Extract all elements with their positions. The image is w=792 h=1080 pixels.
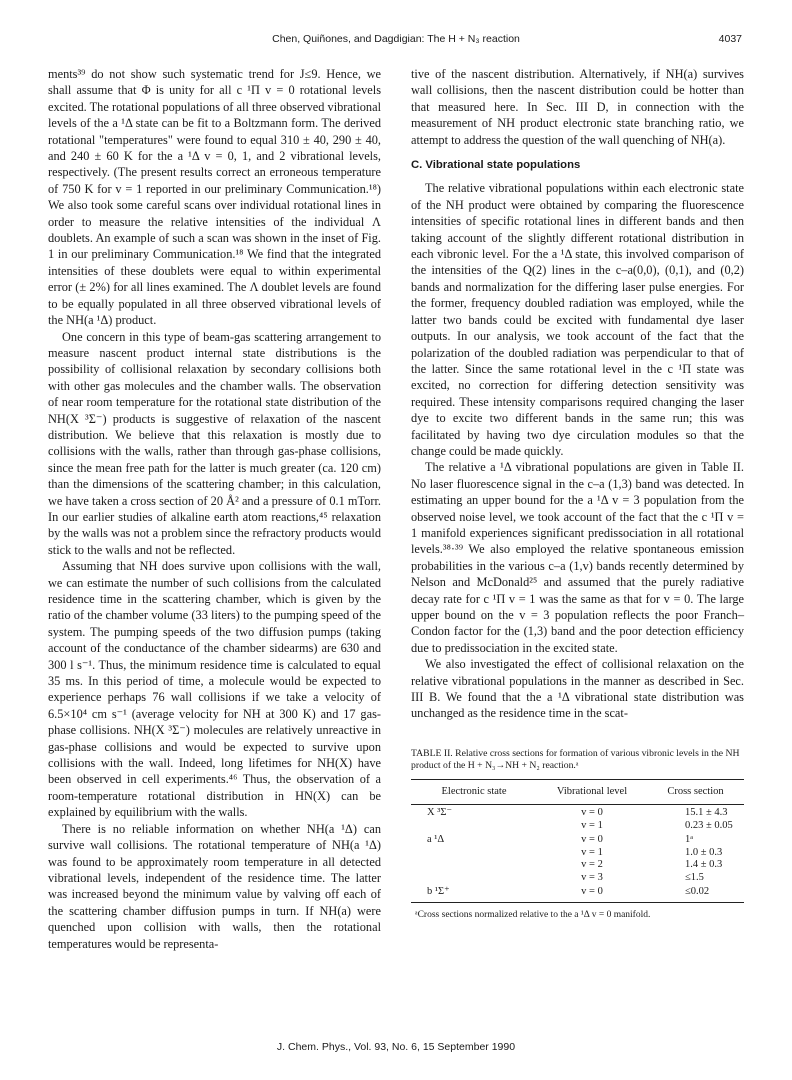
- table-row: [411, 872, 744, 885]
- table-cell: v = 0: [537, 884, 647, 902]
- table-cell: 15.1 ± 4.3: [685, 807, 728, 819]
- table-cell: [411, 820, 537, 833]
- table-cell: 1.0 ± 0.3: [685, 846, 723, 858]
- table-label: TABLE II.: [411, 747, 453, 759]
- page-number: 4037: [718, 33, 742, 45]
- table-cell: v = 3: [581, 871, 603, 883]
- running-header: [50, 33, 742, 49]
- table-cell: v = 0: [581, 807, 603, 819]
- table-cell: X ³Σ⁻: [427, 807, 453, 819]
- section-heading: C. Vibrational state populations: [411, 159, 581, 172]
- table-cell: ≤0.02: [647, 884, 744, 902]
- table-caption: [411, 748, 744, 772]
- table-row: [411, 884, 744, 902]
- table-header: Vibrational level: [537, 779, 647, 804]
- journal-footer: J. Chem. Phys., Vol. 93, No. 6, 15 September 1990: [276, 1041, 516, 1053]
- table-cell: v = 1: [581, 819, 603, 831]
- table-header: Cross section: [647, 779, 744, 804]
- table-row: [411, 832, 744, 847]
- table-cell: v = 1: [581, 846, 603, 858]
- table-cell: v = 2: [581, 859, 603, 871]
- cross-section-table: [411, 779, 744, 903]
- right-column: [411, 66, 744, 923]
- paragraph: The relative a ¹Δ vibrational populations are given in Table II. No laser fluorescence signal in the c–a (1,3) band was detected. In estimating an upper bound for the a ¹Δ v = 3 population from the observed noise level, we took account of the fact that the c ¹Π v = 1 manifold experiences significant predissociation in all rotational levels.³⁸·³⁹ We also employed the relative spontaneous emission probabilities in the various c–a (1,v) bands recently determined by Nelson and McDonald²⁵ and assumed that the purely radiative decay rate for c ¹Π v = 1 was the same as that for v = 0. The large upper bound on the v = 3 population reflects the poor Franch–Condon factor for the (1,3) band and the poor detection efficiency due to predissociation in the excited state.: [411, 460, 744, 655]
- table-cell: a ¹Δ: [427, 834, 445, 846]
- table-cell: [411, 872, 537, 885]
- table-cell: [411, 847, 537, 860]
- table-row: [411, 820, 744, 833]
- table-cell: ≤1.5: [685, 871, 704, 883]
- paragraph: tive of the nascent distribution. Alternatively, if NH(a) survives wall collisions, then the nascent distribution could be hotter than that measured here. In Sec. III D, in connection with the measurement of NH product electronic state branching ratio, we attempt to address the question of the wall quenching of NH(a).: [411, 67, 744, 147]
- table-row: [411, 847, 744, 860]
- paragraph: The relative vibrational populations within each electronic state of the NH product were obtained by comparing the fluorescence intensities of specific rotational lines in different bands and then taking account of the slightly different rotational distribution in each vibronic level. For the a ¹Δ state, this involved comparison of the intensities of the Q(2) lines in the c–a(0,0), (0,1), and (0,2) bands and normalization for the differing laser pulse energies. For the former, frequency doubled radiation was employed, while the latter two bands could be excited with fundamental dye laser outputs. In our analysis, we took account of the fact that the polarization of the doubled radiation was perpendicular to that of the latter. Since the same rotational level in the c ¹Π state was excited, no correction for differing detection sensitivity was required. These intensity comparisons required changing the laser dye to excite two different bands in the same run; this was facilitated by having two dye circulation modules so that the change could be made quickly.: [411, 181, 744, 458]
- left-column: [48, 66, 381, 952]
- paragraph: One concern in this type of beam-gas scattering arrangement to measure nascent product internal state distributions is the possibility of collisional relaxation by secondary collisions both with other gas molecules and the chamber walls. The observation of near room temperature for the rotational state distribution of the NH(X ³Σ⁻) products is suggestive of relaxation of the nascent distribution. We believe that this relaxation is mostly due to collisions with the walls, rather than through gas-phase collisions, since the mean free path for the latter is much greater (ca. 120 cm) than the dimensions of the scattering chamber; in this calculation, we have taken a cross section of 20 Å² and a pressure of 0.1 mTorr. In our earlier studies of alkaline earth atom reactions,⁴⁵ relaxation by the walls was not a problem since the refractory products would stick to the walls and not be reflected.: [48, 329, 381, 557]
- paragraph: ments³⁹ do not show such systematic trend for J≤9. Hence, we shall assume that Φ is unity for all c ¹Π v = 0 rotational levels excited. The rotational populations of all three observed vibrational levels of the a ¹Δ state can be fit to a Boltzmann form. The derived rotational "temperatures" were found to equal 310 ± 40, 290 ± 40, and 240 ± 60 K for the a ¹Δ v = 0, 1, and 2 vibrational levels, respectively. (The present results correct an erroneous temperature of 750 K for v = 1 reported in our preliminary Communication.¹⁸) We also took some careful scans over individual rotational lines in order to measure the relative intensities of the individual Λ doublets. An example of such a scan was shown in the inset of Fig. 1 in our preliminary Communication.¹⁸ We find that the integrated intensities of these doublets were equal to within experimental error (± 2%) for all lines examined. The Λ doublet levels are found to be equally populated in all three observed vibrational levels of the NH(a ¹Δ) product.: [48, 67, 381, 328]
- table-row: [411, 805, 744, 820]
- table-cell: v = 0: [581, 834, 603, 846]
- table-footnote: ᵃCross sections normalized relative to the a ¹Δ v = 0 manifold.: [415, 909, 651, 920]
- table-cell: 1.4 ± 0.3: [685, 859, 723, 871]
- table-row: [411, 859, 744, 872]
- table-cell: b ¹Σ⁺: [411, 884, 537, 902]
- paragraph: We also investigated the effect of collisional relaxation on the relative vibrational populations in the manner as described in Sec. III B. We found that the a ¹Δ vibrational state distribution was unchanged as the residence time in the scat-: [411, 657, 744, 721]
- table-cell: 0.23 ± 0.05: [685, 819, 733, 831]
- table-caption-text: Relative cross sections for formation of various vibronic levels in the NH product of the H + N₃→NH + N₂ reaction.ᵃ: [411, 747, 740, 771]
- table-cell: 1ᵃ: [685, 834, 694, 846]
- table-cell: [411, 859, 537, 872]
- paragraph: There is no reliable information on whether NH(a ¹Δ) can survive wall collisions. The rotational temperature of NH(a ¹Δ) was found to be approximately room temperature in all detected vibrational levels, independent of the residence time. The latter was increased beyond the minimum value by valving off each of the scattering chamber diffusion pumps in turn. If NH(a) were quenched upon collision with walls, then the rotational temperatures would be representa-: [48, 821, 381, 951]
- running-title: Chen, Quiñones, and Dagdigian: The H + N₃ reaction: [272, 33, 520, 45]
- table-header: Electronic state: [411, 779, 537, 804]
- paragraph: Assuming that NH does survive upon collisions with the wall, we can estimate the number of such collisions from the calculated residence time in the scattering chamber, which is given by the ratio of the chamber volume (33 liters) to the pumping speed of the system. The pumping speeds of the two diffusion pumps (taking account of the conductance of the chamber sidearms) are 630 and 300 l s⁻¹. Thus, the minimum residence time is calculated to equal 35 ms. In this period of time, a molecule would be expected to experience perhaps 76 wall collisions if we take a velocity of 6.5×10⁴ cm s⁻¹ (average velocity for NH at 300 K) and 17 gas-phase collisions. NH(X ³Σ⁻) molecules are relatively unreactive in gas-phase collisions and would be expected to survive upon collisions with the wall. Indeed, long lifetimes for NH(X) have been observed in cell experiments.⁴⁶ Thus, the observation of a room-temperature rotational distribution in HN(X) can be explained by equilibrium with the walls.: [48, 559, 381, 820]
